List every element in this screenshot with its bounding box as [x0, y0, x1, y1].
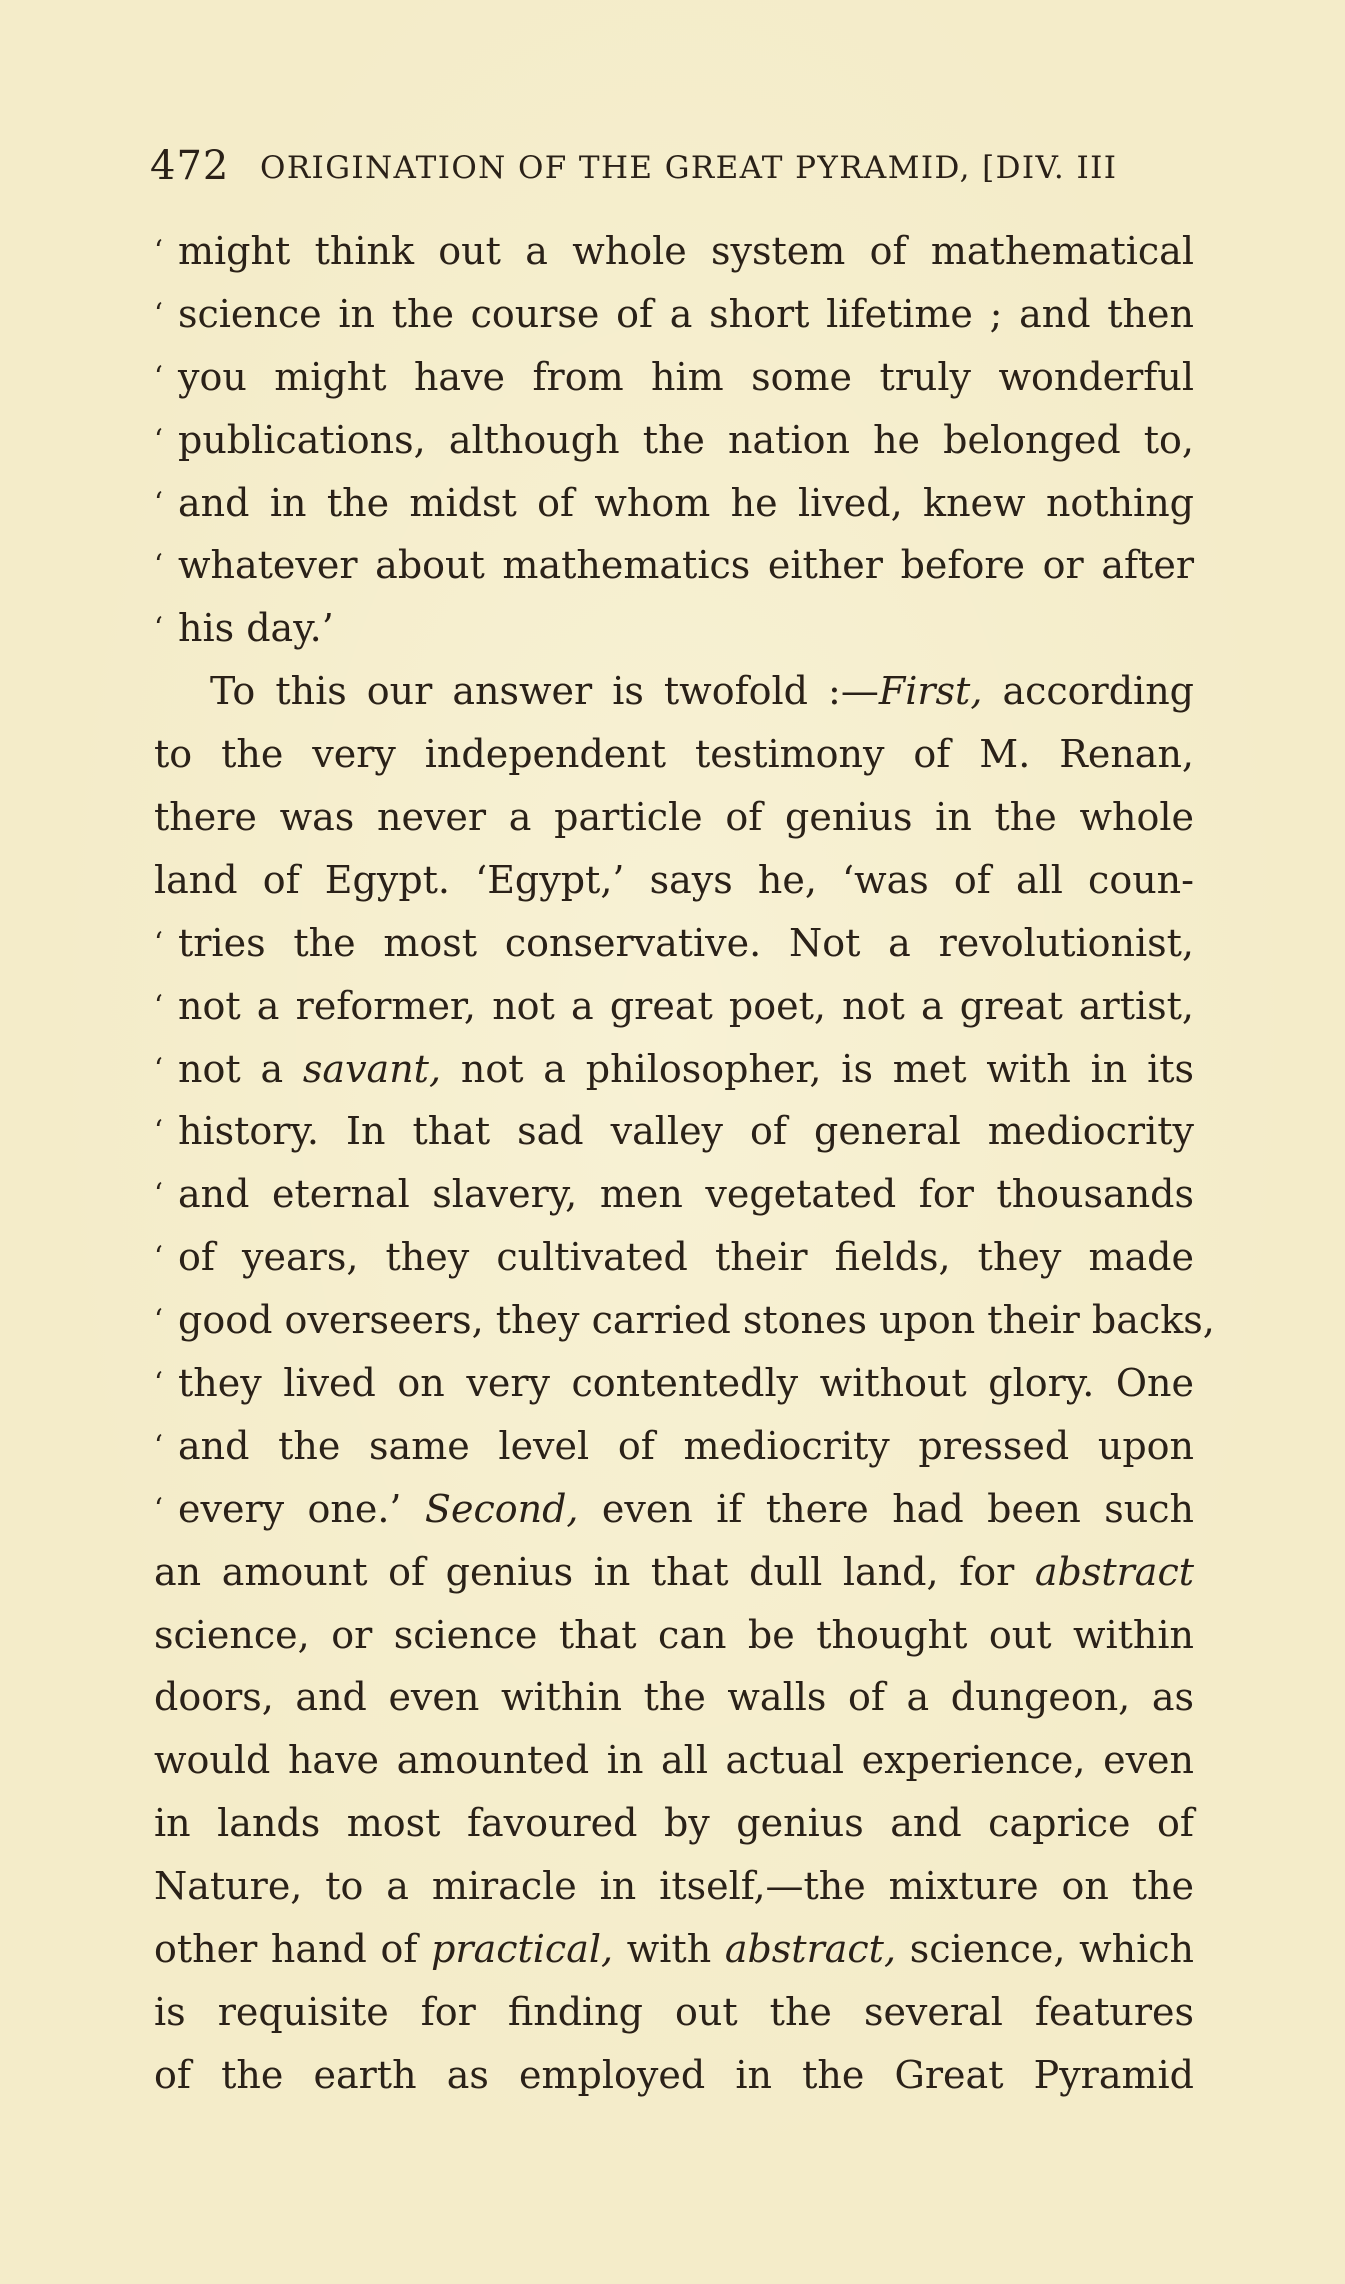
text-line [154, 1478, 1194, 1541]
quote-mark: ‘ [154, 234, 163, 267]
text-segment: land of Egypt. ‘Egypt,’ says he, ‘was of all coun- [154, 857, 1194, 902]
text-line [154, 912, 1194, 975]
text-line [154, 1604, 1194, 1667]
text-segment: is requisite for finding out the several features [154, 1989, 1194, 2034]
text-segment: science, or science that can be thought out within [154, 1612, 1194, 1657]
quote-mark: ‘ [154, 611, 163, 645]
text-line [154, 1289, 1215, 1352]
text-line [154, 597, 1194, 660]
text-segment: his day.’ [178, 606, 334, 651]
text-line [154, 1163, 1194, 1226]
italic-text: practical, [431, 1927, 614, 1972]
text-segment: of the earth as employed in the Great Pyramid [154, 2052, 1194, 2097]
text-line [154, 786, 1194, 849]
text-line [154, 1981, 1194, 2044]
text-line [154, 1541, 1194, 1604]
text-line [154, 1855, 1194, 1918]
text-segment: you might have from him some truly wonderful [178, 354, 1194, 399]
quote-mark: ‘ [154, 1051, 163, 1085]
text-segment: science, which [896, 1927, 1194, 1972]
quote-mark: ‘ [154, 1114, 163, 1148]
quote-mark: ‘ [154, 1303, 163, 1337]
text-segment: not a [178, 1046, 303, 1091]
text-segment: an amount of genius in that dull land, for [154, 1549, 1035, 1594]
text-segment: publications, although the nation he belonged to, [178, 417, 1194, 462]
text-segment: and eternal slavery, men vegetated for thousands [178, 1172, 1194, 1217]
text-segment: whatever about mathematics either before or after [178, 543, 1194, 588]
text-segment: good overseers, they carried stones upon their backs, [178, 1298, 1215, 1343]
text-line [154, 723, 1194, 786]
body-text [154, 220, 1215, 2107]
quote-mark: ‘ [154, 1177, 163, 1211]
text-line [154, 220, 1194, 283]
text-segment: of years, they cultivated their fields, they made [178, 1235, 1194, 1280]
text-line [154, 2044, 1194, 2107]
text-segment: and in the midst of whom he lived, knew nothing [178, 480, 1194, 525]
italic-text: First, [878, 669, 983, 714]
quote-mark: ‘ [154, 1240, 163, 1274]
text-segment: tries the most conservative. Not a revolutionist, [178, 920, 1194, 965]
text-line [154, 1415, 1194, 1478]
quote-mark: ‘ [154, 359, 163, 393]
text-line [154, 1729, 1194, 1792]
text-line [154, 283, 1194, 346]
text-line [154, 1352, 1194, 1415]
text-segment: in lands most favoured by genius and caprice of [154, 1801, 1194, 1846]
text-line [154, 975, 1194, 1038]
quote-mark: ‘ [154, 1428, 163, 1462]
text-line [154, 1792, 1194, 1855]
text-segment: they lived on very contentedly without glory. One [178, 1361, 1194, 1406]
quote-mark: ‘ [154, 422, 163, 456]
quote-mark: ‘ [154, 988, 163, 1022]
text-segment: with [613, 1927, 725, 1972]
text-segment: might think out a whole system of mathematical [178, 229, 1194, 273]
italic-text: Second, [424, 1486, 579, 1531]
text-segment: would have amounted in all actual experience, even [154, 1738, 1194, 1783]
italic-text: abstract [1034, 1549, 1194, 1594]
text-segment: not a philosopher, is met with in its [441, 1046, 1194, 1091]
page-number: 472 [150, 143, 230, 189]
quote-mark: ‘ [154, 548, 163, 582]
text-line [154, 346, 1194, 409]
text-line [154, 660, 1194, 723]
text-line [154, 534, 1194, 597]
text-segment: To this our answer is twofold :— [210, 669, 879, 714]
text-segment: every one.’ [178, 1486, 425, 1531]
text-line [154, 409, 1194, 472]
text-segment: doors, and even within the walls of a dungeon, as [154, 1675, 1194, 1720]
text-segment: according [982, 669, 1194, 714]
quote-mark: ‘ [154, 1491, 163, 1525]
text-segment: to the very independent testimony of M. Renan, [154, 732, 1194, 777]
quote-mark: ‘ [154, 485, 163, 519]
text-segment: not a reformer, not a great poet, not a great artist, [178, 983, 1194, 1028]
text-segment: there was never a particle of genius in the whole [154, 795, 1194, 840]
italic-text: abstract, [724, 1927, 897, 1972]
text-segment: and the same level of mediocrity pressed upon [178, 1423, 1194, 1468]
text-line [154, 1038, 1194, 1101]
text-line [154, 472, 1194, 535]
text-line [154, 1666, 1194, 1729]
text-line [154, 1918, 1194, 1981]
italic-text: savant, [302, 1046, 442, 1091]
text-line [154, 1226, 1194, 1289]
quote-mark: ‘ [154, 925, 163, 959]
text-segment: even if there had been such [578, 1486, 1194, 1531]
text-line [154, 1100, 1194, 1163]
text-segment: other hand of [154, 1927, 432, 1972]
quote-mark: ‘ [154, 1366, 163, 1400]
page-header [150, 136, 1195, 196]
text-segment: science in the course of a short lifetime ; and then [178, 291, 1194, 336]
text-line [154, 849, 1194, 912]
text-segment: history. In that sad valley of general mediocrity [178, 1109, 1194, 1154]
quote-mark: ‘ [154, 296, 163, 330]
text-segment: Nature, to a miracle in itself,—the mixture on the [154, 1864, 1194, 1909]
running-title: ORIGINATION OF THE GREAT PYRAMID, [DIV. III [260, 150, 1118, 186]
